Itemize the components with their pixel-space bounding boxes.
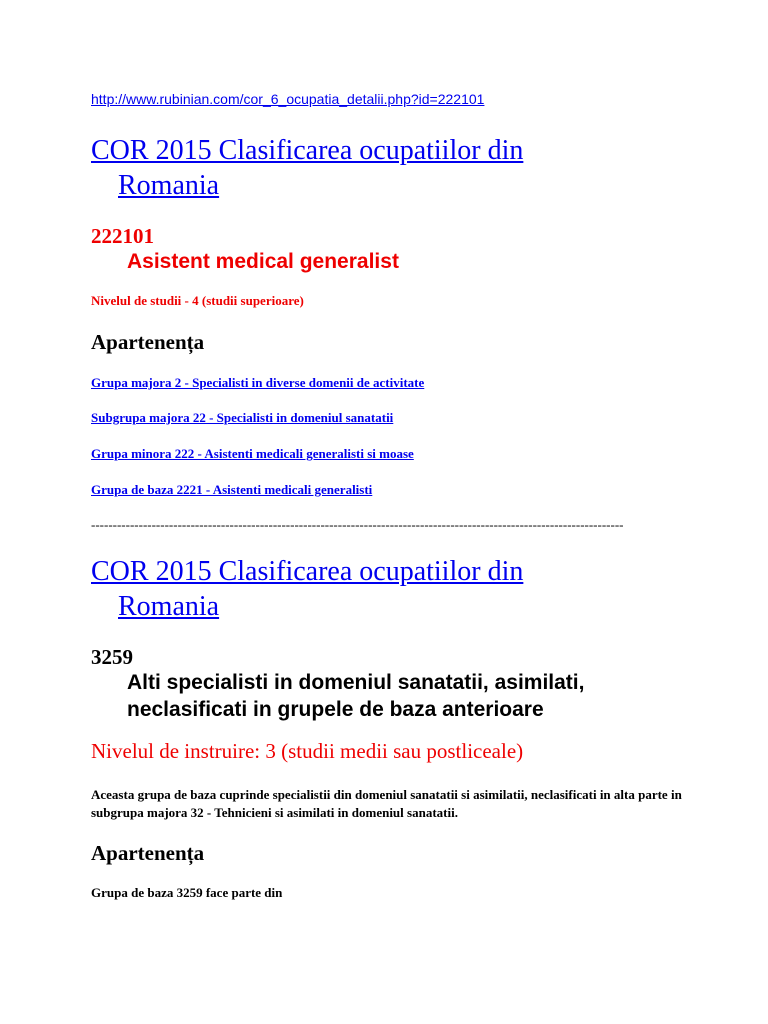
group-link-minor[interactable]: Grupa minora 222 - Asistenti medicali generalisti si moase: [91, 446, 414, 461]
group-link-base[interactable]: Grupa de baza 2221 - Asistenti medicali generalisti: [91, 482, 373, 497]
title-line-1: COR 2015 Clasificarea ocupatiilor din: [91, 135, 524, 166]
group-link-submajor[interactable]: Subgrupa majora 22 - Specialisti in domeniul sanatatii: [91, 410, 394, 425]
page-title-link-1[interactable]: [91, 133, 523, 203]
title-line-2: Romania: [118, 170, 220, 201]
source-url-link[interactable]: http://www.rubinian.com/cor_6_ocupatia_detalii.php?id=222101: [91, 91, 485, 107]
page-title-link-2[interactable]: [91, 554, 523, 624]
membership-text: Grupa de baza 3259 face parte din: [91, 885, 283, 900]
occupation-code: 3259: [91, 645, 133, 669]
separator-line: ---------------------------------------------------------------------------------------------------------------------------: [91, 517, 624, 532]
instruction-level: Nivelul de instruire: 3 (studii medii sau postliceale): [91, 739, 524, 763]
occupation-name-line-1: Alti specialisti in domeniul sanatatii, asimilati,: [127, 671, 585, 694]
study-level: Nivelul de studii - 4 (studii superioare): [91, 293, 304, 308]
group-description: Aceasta grupa de baza cuprinde specialistii din domeniul sanatatii si asimilatii, neclasificati in alta parte in subgrupa majora 32 - Tehnicieni si asimilati in domeniul sanatatii.: [91, 787, 682, 820]
title-line-1: COR 2015 Clasificarea ocupatiilor din: [91, 556, 524, 587]
occupation-name: Asistent medical generalist: [127, 250, 399, 273]
title-line-2: Romania: [118, 591, 220, 622]
membership-heading: Apartenența: [91, 841, 205, 865]
occupation-code: 222101: [91, 224, 154, 248]
occupation-name-line-2: neclasificati in grupele de baza anterioare: [127, 698, 544, 721]
membership-heading: Apartenența: [91, 330, 205, 354]
group-link-major[interactable]: Grupa majora 2 - Specialisti in diverse domenii de activitate: [91, 375, 425, 390]
